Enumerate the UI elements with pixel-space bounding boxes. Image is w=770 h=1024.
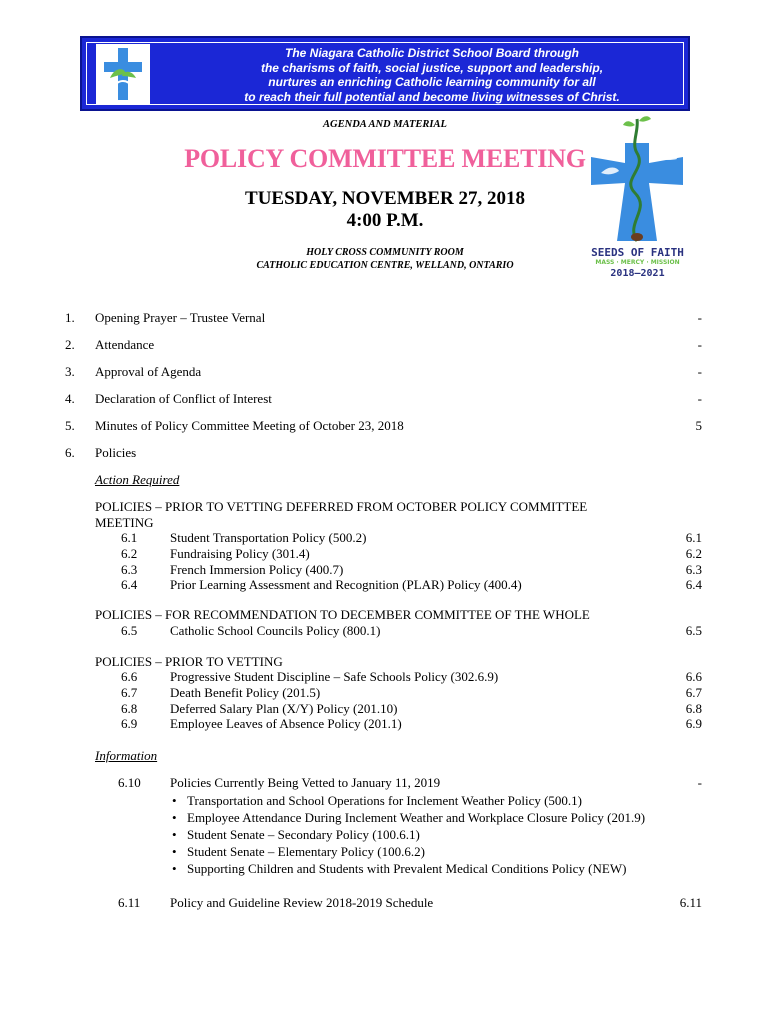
board-logo-icon [96, 44, 150, 104]
row-text: Employee Leaves of Absence Policy (201.1) [170, 716, 402, 731]
row-page: - [697, 775, 702, 790]
location-building: CATHOLIC EDUCATION CENTRE, WELLAND, ONTARIO [256, 260, 514, 271]
row-page: 6.4 [685, 577, 702, 592]
mission-statement [222, 46, 642, 104]
seeds-of-faith-logo [585, 113, 690, 283]
row-text: Catholic School Councils Policy (800.1) [170, 623, 381, 638]
row-number: 6.10 [118, 775, 141, 790]
item-number: 1. [65, 310, 75, 325]
action-required-heading: Action Required [95, 472, 180, 487]
seeds-subtitle: MASS · MERCY · MISSION [595, 259, 680, 266]
row-text: French Immersion Policy (400.7) [170, 562, 344, 577]
item-page: 5 [695, 418, 702, 433]
item-number: 6. [65, 445, 75, 460]
list-item: • Supporting Children and Students with Prevalent Medical Conditions Policy (NEW) [172, 860, 645, 877]
mission-line-4: to reach their full potential and become living witnesses of Christ. [244, 89, 620, 104]
board-mission-banner [80, 36, 690, 111]
row-text: Progressive Student Discipline – Safe Schools Policy (302.6.9) [170, 669, 499, 684]
item-number: 3. [65, 364, 75, 379]
row-page: 6.7 [685, 685, 702, 700]
row-text: Death Benefit Policy (201.5) [170, 685, 321, 700]
list-item: • Employee Attendance During Inclement Weather and Workplace Closure Policy (201.9) [172, 809, 645, 826]
seeds-cross-icon [585, 113, 690, 245]
row-text: Student Transportation Policy (500.2) [170, 530, 367, 545]
row-number: 6.1 [121, 530, 138, 545]
seeds-years: 2018–2021 [610, 268, 665, 279]
list-item: • Student Senate – Secondary Policy (100.6.1) [172, 826, 645, 843]
row-number: 6.2 [121, 546, 138, 561]
item-number: 2. [65, 337, 75, 352]
item-page: - [697, 391, 702, 406]
row-number: 6.5 [121, 623, 138, 638]
location-room: HOLY CROSS COMMUNITY ROOM [306, 247, 464, 258]
item-number: 5. [65, 418, 75, 433]
row-number: 6.9 [121, 716, 138, 731]
row-text: Prior Learning Assessment and Recognition (PLAR) Policy (400.4) [170, 577, 522, 592]
item-text: Approval of Agenda [95, 364, 202, 379]
row-page: 6.3 [685, 562, 702, 577]
meeting-time: 4:00 P.M. [346, 210, 424, 231]
row-page: 6.1 [685, 530, 702, 545]
item-number: 4. [65, 391, 75, 406]
meeting-title: POLICY COMMITTEE MEETING [184, 144, 586, 173]
row-page: 6.2 [685, 546, 702, 561]
group1-heading-cont: MEETING [95, 515, 154, 530]
meeting-location [200, 246, 570, 272]
row-page: 6.5 [685, 623, 702, 638]
item-text: Attendance [95, 337, 155, 352]
group2-heading: POLICIES – FOR RECOMMENDATION TO DECEMBER COMMITTEE OF THE WHOLE [95, 607, 590, 622]
row-number: 6.4 [121, 577, 138, 592]
row-text: Fundraising Policy (301.4) [170, 546, 310, 561]
row-text: Policies Currently Being Vetted to January 11, 2019 [170, 775, 441, 790]
item-page: - [697, 337, 702, 352]
item-page: - [697, 310, 702, 325]
group1-heading: POLICIES – PRIOR TO VETTING DEFERRED FROM OCTOBER POLICY COMMITTEE [95, 499, 588, 514]
row-page: 6.8 [685, 701, 702, 716]
meeting-date: TUESDAY, NOVEMBER 27, 2018 [245, 188, 525, 209]
item-text: Opening Prayer – Trustee Vernal [95, 310, 266, 325]
row-number: 6.11 [118, 895, 141, 910]
row-number: 6.3 [121, 562, 138, 577]
mission-line-2: the charisms of faith, social justice, support and leadership, [260, 60, 604, 75]
meeting-datetime [180, 188, 590, 232]
item-text: Declaration of Conflict of Interest [95, 391, 272, 406]
row-number: 6.6 [121, 669, 138, 684]
row-page: 6.9 [685, 716, 702, 731]
row-number: 6.7 [121, 685, 138, 700]
item-page: - [697, 364, 702, 379]
row-page: 6.11 [679, 895, 702, 910]
agenda-label: AGENDA AND MATERIAL [323, 119, 447, 130]
mission-line-3: nurtures an enriching Catholic learning community for all [268, 75, 596, 89]
mission-line-1: The Niagara Catholic District School Board through [284, 46, 580, 60]
item-text: Policies [95, 445, 137, 460]
list-item: • Student Senate – Elementary Policy (100.6.2) [172, 843, 645, 860]
information-heading: Information [95, 748, 158, 763]
row-text: Policy and Guideline Review 2018-2019 Schedule [170, 895, 434, 910]
group3-heading: POLICIES – PRIOR TO VETTING [95, 654, 283, 669]
row-page: 6.6 [685, 669, 702, 684]
list-item: • Transportation and School Operations for Inclement Weather Policy (500.1) [172, 792, 645, 809]
item-text: Minutes of Policy Committee Meeting of October 23, 2018 [95, 418, 404, 433]
seeds-title: SEEDS OF FAITH [591, 246, 684, 259]
vetting-policy-list [172, 792, 645, 877]
row-number: 6.8 [121, 701, 138, 716]
row-text: Deferred Salary Plan (X/Y) Policy (201.10) [170, 701, 398, 716]
